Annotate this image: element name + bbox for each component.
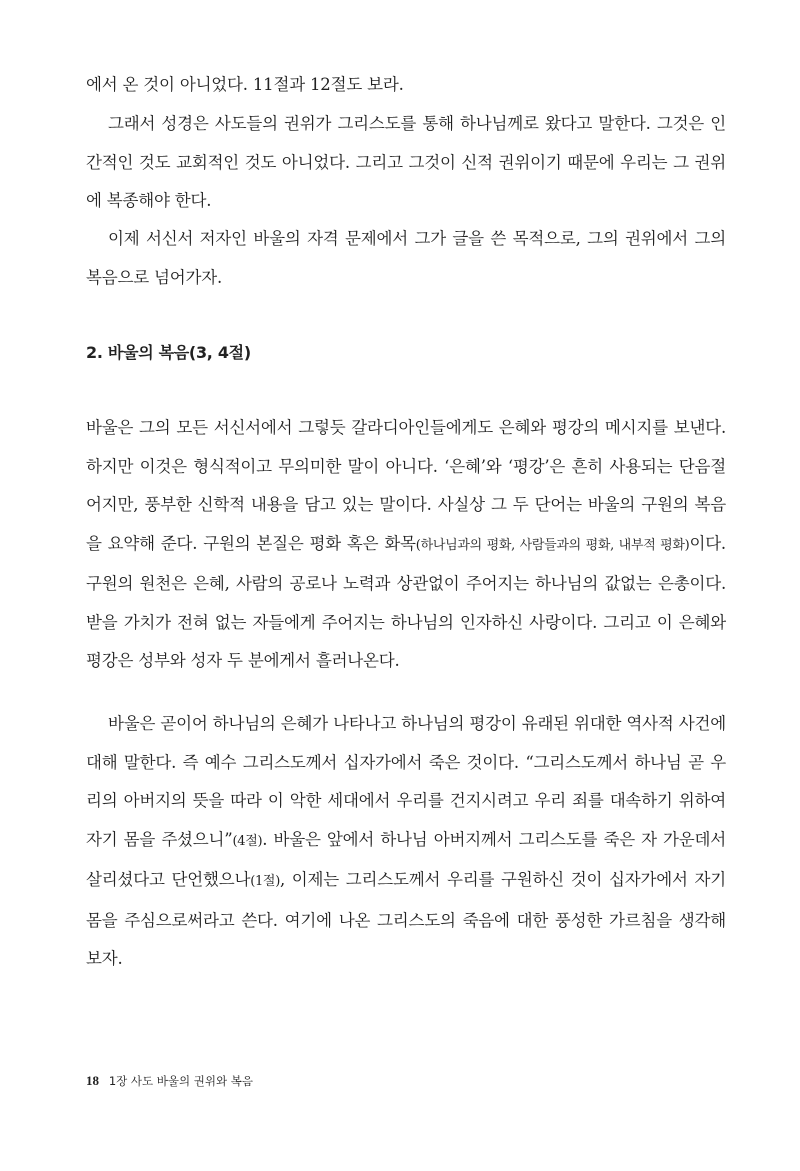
- paragraph-text: 그래서 성경은 사도들의 권위가 그리스도를 통해 하나님께로 왔다고 말한다. 그것은 인간적인 것도 교회적인 것도 아니었다. 그리고 그것이 신적 권위이기 때문에 우리는 그 권위에 복종해야 한다.: [86, 114, 726, 210]
- verse-reference: (4절): [232, 833, 263, 849]
- paragraph-transition: [86, 220, 726, 297]
- page-footer: [86, 1073, 253, 1089]
- paragraph-cross-event: [86, 705, 726, 979]
- paragraph-apostolic-authority: [86, 105, 726, 221]
- page-number: 18: [86, 1073, 99, 1088]
- paragraph-continuation: [86, 66, 726, 105]
- paragraph-text: 이다. 구원의 원천은 은혜, 사람의 공로나 노력과 상관없이 주어지는 하나님의 값없는 은총이다. 받을 가치가 전혀 없는 자들에게 주어지는 하나님의 인자하신 사랑이다. 그리고 이 은혜와 평강은 성부와 성자 두 분에게서 흘러나온다.: [86, 533, 726, 670]
- verse-reference: (1절): [250, 874, 280, 889]
- running-chapter-title: 1장 사도 바울의 권위와 복음: [108, 1074, 253, 1088]
- section-heading: 2. 바울의 복음(3, 4절): [86, 343, 251, 362]
- paragraph-text: 이제 서신서 저자인 바울의 자격 문제에서 그가 글을 쓴 목적으로, 그의 권위에서 그의 복음으로 넘어가자.: [86, 229, 726, 287]
- paragraph-grace-and-peace: [86, 409, 726, 681]
- parenthetical-note: (하나님과의 평화, 사람들과의 평화, 내부적 평화): [415, 537, 690, 553]
- paragraph-text: , 이제는 그리스도께서 우리를 구원하신 것이 십자가에서 자기 몸을 주심으로써라고 쓴다. 여기에 나온 그리스도의 죽음에 대한 풍성한 가르침을 생각해 보자.: [86, 870, 726, 968]
- paragraph-text: 에서 온 것이 아니었다. 11절과 12절도 보라.: [86, 75, 404, 94]
- paragraph-text: 바울은 그의 모든 서신서에서 그렇듯 갈라디아인들에게도 은혜와 평강의 메시지를 보낸다. 하지만 이것은 형식적이고 무의미한 말이 아니다. ‘은혜’와 ‘평강’은 흔히 사용되는 단음절어지만, 풍부한 신학적 내용을 담고 있는 말이다. 사실상 그 두 단어는 바울의 구원의 복음을 요약해 준다. 구원의 본질은 평화 혹은 화목: [86, 418, 726, 553]
- paragraph-text: . 바울은 앞에서 하나님 아버지께서 그리스도를 죽은 자 가운데서 살리셨다고 단언했으나: [86, 829, 726, 889]
- paragraph-text: 바울은 곧이어 하나님의 은혜가 나타나고 하나님의 평강이 유래된 위대한 역사적 사건에 대해 말한다. 즉 예수 그리스도께서 십자가에서 죽은 것이다. “그리스도께서 하나님 곧 우리의 아버지의 뜻을 따라 이 악한 세대에서 우리를 건지시려고 우리 죄를 대속하기 위하여 자기 몸을 주셨으니”: [86, 714, 726, 849]
